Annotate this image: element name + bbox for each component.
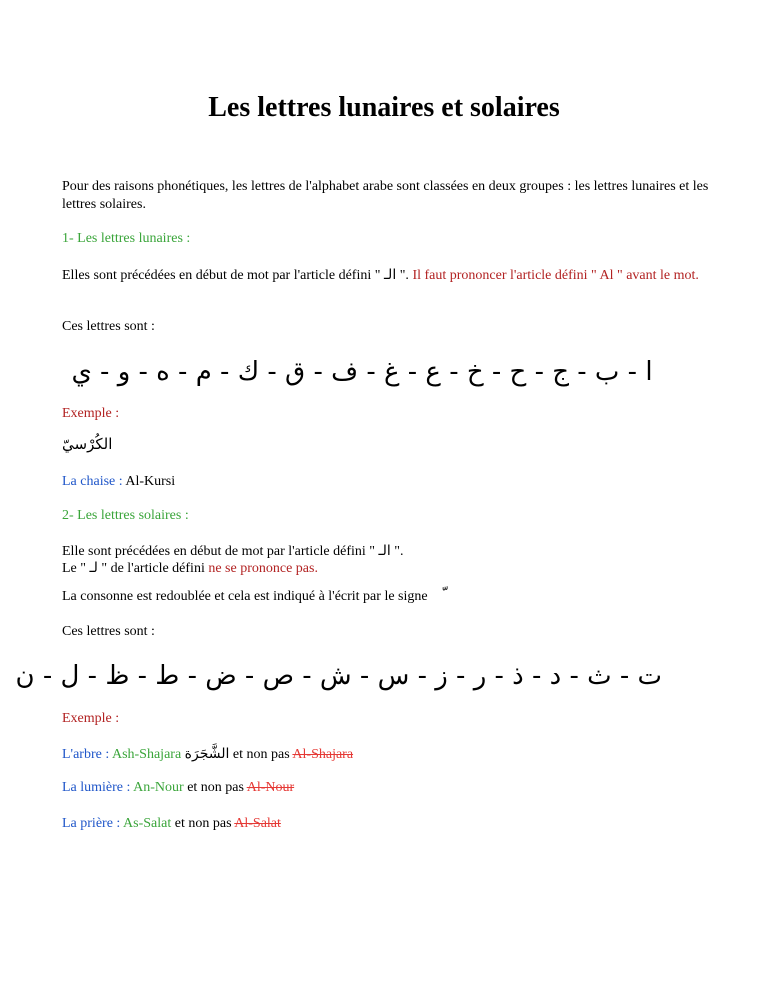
lunar-letters-list: ا - ب - ج - ح - خ - ع - غ - ف - ق - ك - م - ه - و - ي (71, 357, 653, 387)
lunar-desc-text-a: Elles sont précédées en début de mot par l'article défini " (62, 268, 384, 283)
solar-desc2-text-b: " de l'article défini (97, 561, 209, 576)
example-light-translit: An-Nour (133, 780, 184, 795)
lunar-example-translit: Al-Kursi (125, 474, 176, 489)
solar-desc1-article: الـ (378, 543, 391, 559)
example-light-mid: et non pas (187, 780, 244, 795)
solar-example-light (62, 779, 294, 797)
example-tree-wrong: Al-Shajara (292, 747, 354, 762)
lunar-example-line (62, 473, 175, 491)
lunar-desc-text-b: ". (396, 268, 413, 283)
page-title: Les lettres lunaires et solaires (208, 92, 560, 123)
example-prayer-wrong: Al-Salat (234, 816, 281, 831)
example-light-french: La lumière : (62, 780, 131, 795)
solar-example-tree (62, 745, 353, 764)
solar-desc2-letter: لـ (89, 560, 98, 576)
intro-paragraph: Pour des raisons phonétiques, les lettres de l'alphabet arabe sont classées en deux groupes : les lettres lunaires et les lettres solaires. (62, 179, 709, 212)
example-tree-mid: et non pas (232, 747, 290, 762)
lunar-desc-article: الـ (383, 267, 397, 283)
solar-description-3 (62, 586, 441, 606)
lunar-example-french: La chaise : (62, 474, 123, 489)
lunar-letters-intro: Ces lettres sont : (62, 319, 155, 334)
solar-desc2-note: ne se prononce pas. (208, 561, 318, 576)
solar-desc1-text-b: ". (390, 544, 404, 559)
lunar-example-arabic: الكُرْسيّ (62, 435, 113, 453)
example-prayer-mid: et non pas (174, 816, 232, 831)
solar-example-prayer (62, 815, 281, 833)
example-prayer-french: La prière : (62, 816, 121, 831)
lunar-heading: 1- Les lettres lunaires : (62, 231, 191, 246)
example-tree-translit: Ash-Shajara (111, 747, 182, 762)
solar-desc1-text-a: Elle sont précédées en début de mot par l'article défini " (62, 544, 379, 559)
lunar-example-label: Exemple : (62, 406, 120, 421)
example-tree-french: L'arbre : (62, 747, 110, 762)
solar-letters-list: ت - ث - د - ذ - ر - ز - س - ش - ص - ض - ط - ظ - ل - ن (15, 661, 662, 691)
solar-letters-intro: Ces lettres sont : (62, 624, 155, 639)
solar-example-label: Exemple : (62, 711, 120, 726)
lunar-description (62, 266, 712, 285)
lunar-desc-note: Il faut prononcer l'article défini " Al " avant le mot. (412, 268, 699, 283)
solar-description-2 (62, 559, 318, 578)
solar-desc3-text: La consonne est redoublée et cela est indiqué à l'écrit par le signe (62, 589, 428, 604)
example-tree-arabic: الشَّجَرَة (184, 746, 230, 762)
solar-heading: 2- Les lettres solaires : (62, 508, 189, 523)
example-light-wrong: Al-Nour (246, 780, 295, 795)
example-prayer-translit: As-Salat (123, 816, 172, 831)
shadda-sign (431, 585, 441, 604)
solar-desc2-text-a: Le " (62, 561, 90, 576)
